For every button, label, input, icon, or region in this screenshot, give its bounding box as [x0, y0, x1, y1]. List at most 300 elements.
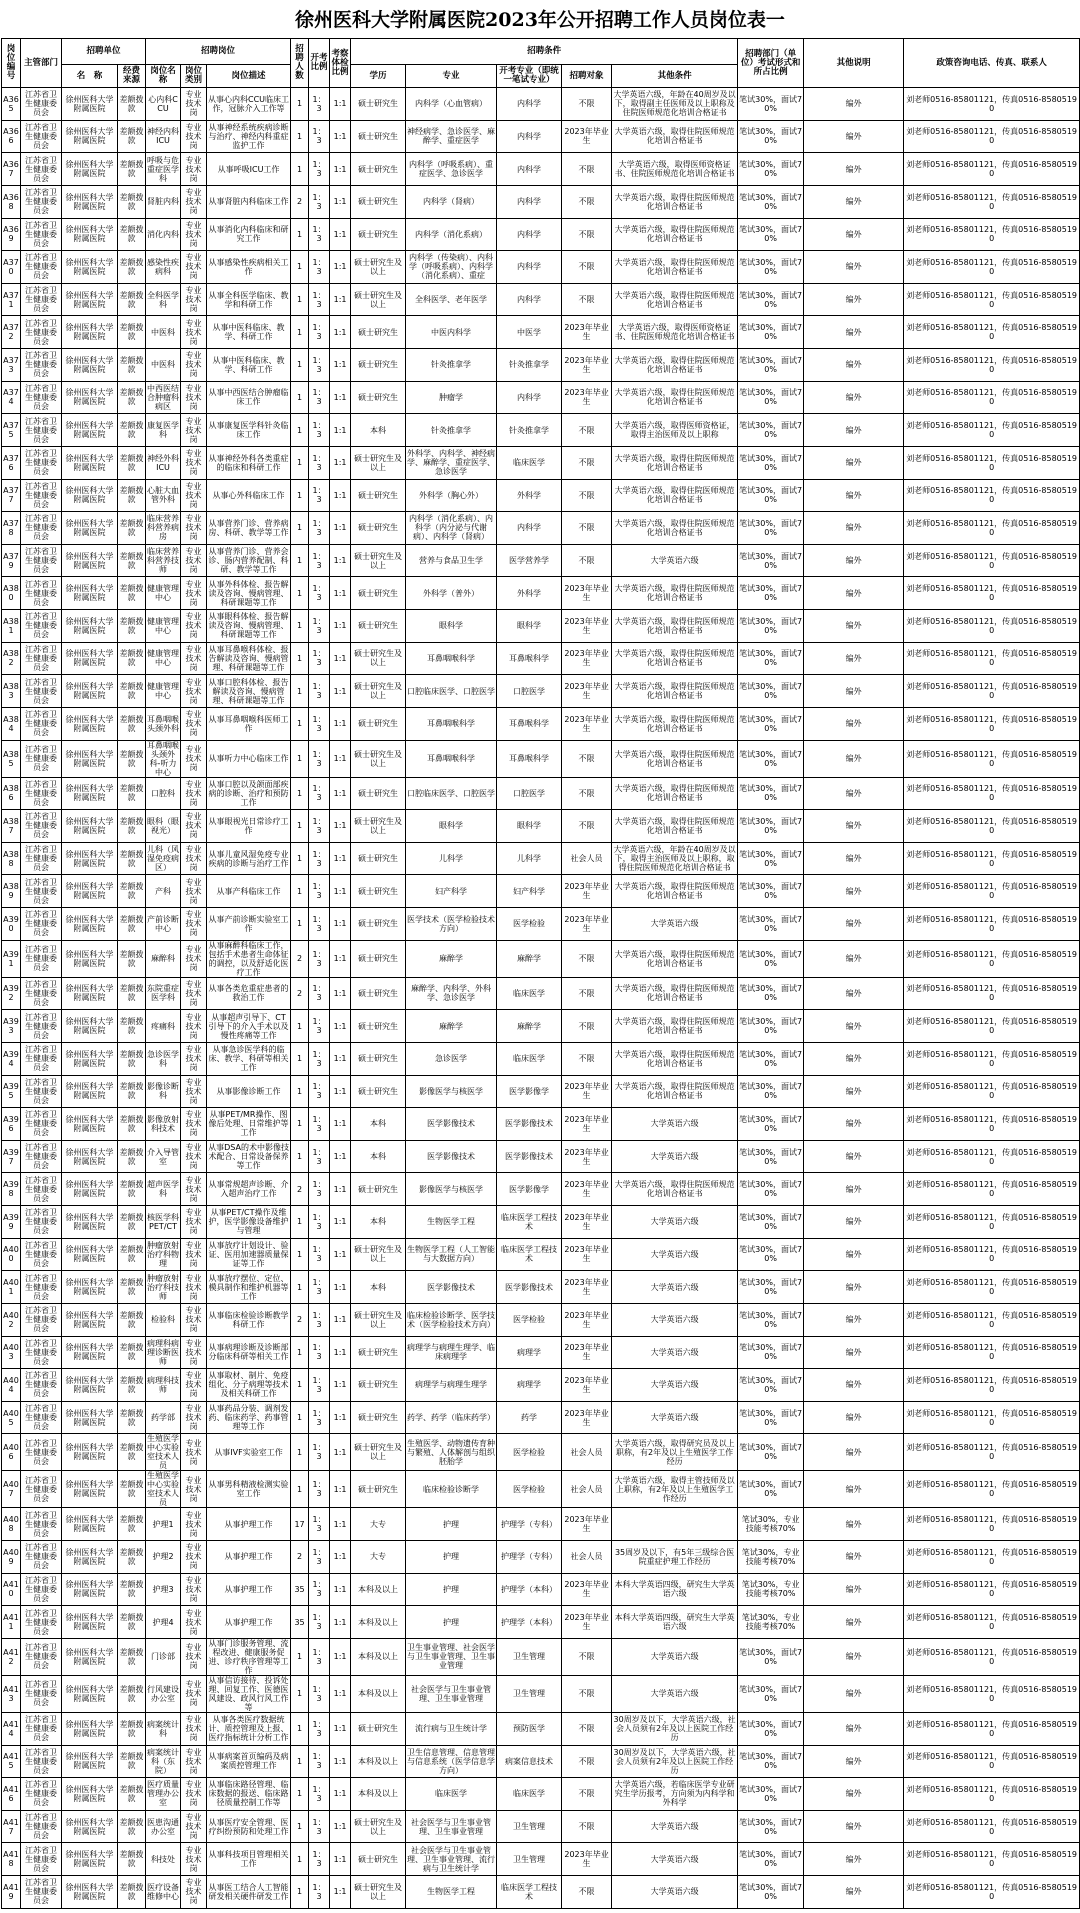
table-row [2, 1434, 1080, 1471]
cell-contact: 刘老师0516-85801121，传真0516-85805190 [904, 740, 1080, 777]
cell-edu: 硕士研究生 [351, 88, 406, 121]
cell-note: 编外 [804, 283, 904, 316]
cell-desc: 从事门诊服务管理、流程改进、健康服务促进、诊疗秩序管理等工作 [207, 1638, 291, 1675]
cell-other: 大学英语六级，取得住院医师规范化培训合格证书 [612, 1173, 738, 1206]
cell-desc: 从事信访接待、投诉处理、回复工作、医德医风建设、政风行风工作等 [207, 1675, 291, 1712]
cell-exam-major: 临床医学 [497, 977, 562, 1010]
cell-count: 35 [291, 1606, 309, 1639]
cell-desc: 从事全科医学临床、教学和科研工作 [207, 283, 291, 316]
cell-desc: 从事临床检验诊断教学科研工作 [207, 1303, 291, 1336]
cell-code: A407 [2, 1471, 21, 1508]
cell-exam-major: 耳鼻喉科学 [497, 642, 562, 675]
cell-ratio2: 1:1 [330, 1638, 351, 1675]
table-row [2, 1508, 1080, 1541]
cell-code: A394 [2, 1042, 21, 1075]
cell-type: 专业技术岗 [181, 1434, 207, 1471]
cell-edu: 本科及以上 [351, 1745, 406, 1778]
cell-target: 2023年毕业生 [562, 1508, 612, 1541]
cell-desc: 从事护理工作 [207, 1606, 291, 1639]
cell-edu: 硕士研究生及以上 [351, 642, 406, 675]
cell-exam: 笔试30%，专业技能考核70% [738, 1573, 804, 1606]
cell-type: 专业技术岗 [181, 446, 207, 479]
cell-target: 不限 [562, 1778, 612, 1811]
cell-unit: 徐州医科大学附属医院 [62, 1810, 118, 1843]
cell-ratio2: 1:1 [330, 88, 351, 121]
cell-major: 中医内科学 [406, 316, 497, 349]
cell-ratio2: 1:1 [330, 1238, 351, 1271]
cell-target: 不限 [562, 740, 612, 777]
cell-dept: 江苏省卫生健康委员会 [21, 1206, 62, 1239]
cell-note: 编外 [804, 1508, 904, 1541]
cell-exam-major: 临床医学工程技术 [497, 1206, 562, 1239]
cell-ratio: 1：3 [309, 1471, 330, 1508]
header-note: 其他说明 [804, 39, 904, 88]
cell-ratio: 1：3 [309, 577, 330, 610]
cell-code: A419 [2, 1876, 21, 1909]
cell-count: 1 [291, 1108, 309, 1141]
cell-exam: 笔试30%，面试70% [738, 251, 804, 284]
cell-fund: 差额拨款 [118, 316, 146, 349]
cell-major: 肿瘤学 [406, 381, 497, 414]
cell-major: 内科学（消化系病） [406, 218, 497, 251]
cell-unit: 徐州医科大学附属医院 [62, 1238, 118, 1271]
cell-edu: 硕士研究生 [351, 1336, 406, 1369]
cell-count: 2 [291, 1303, 309, 1336]
cell-code: A397 [2, 1140, 21, 1173]
cell-type: 专业技术岗 [181, 577, 207, 610]
cell-other: 大学英语六级，取得住院医师规范化培训合格证书 [612, 218, 738, 251]
table-row [2, 1206, 1080, 1239]
cell-post: 病案统计科 [146, 1712, 181, 1745]
cell-code: A416 [2, 1778, 21, 1811]
cell-exam-major: 病案信息技术 [497, 1745, 562, 1778]
cell-major: 生殖医学、动物遗传育种与繁殖、人体解剖与组织胚胎学 [406, 1434, 497, 1471]
cell-target: 2023年毕业生 [562, 1238, 612, 1271]
cell-fund: 差额拨款 [118, 512, 146, 545]
cell-desc: 从事病案首页编码及病案质控管理工作 [207, 1745, 291, 1778]
cell-exam-major: 医学检验 [497, 1434, 562, 1471]
cell-unit: 徐州医科大学附属医院 [62, 675, 118, 708]
cell-ratio: 1：3 [309, 1401, 330, 1434]
cell-other: 大学英语六级，取得住院医师规范化培训合格证书 [612, 1042, 738, 1075]
cell-contact: 刘老师0516-85801121，传真0516-85805190 [904, 1108, 1080, 1141]
cell-type: 专业技术岗 [181, 1471, 207, 1508]
cell-type: 专业技术岗 [181, 251, 207, 284]
cell-desc: 从事神经系统疾病诊断与治疗、神经内科重症监护工作 [207, 120, 291, 153]
cell-ratio: 1：3 [309, 1303, 330, 1336]
cell-major: 影像医学与核医学 [406, 1075, 497, 1108]
cell-exam-major: 中医学 [497, 316, 562, 349]
cell-desc: 从事感染性疾病相关工作 [207, 251, 291, 284]
cell-unit: 徐州医科大学附属医院 [62, 740, 118, 777]
cell-post: 神经内科ICU [146, 120, 181, 153]
cell-dept: 江苏省卫生健康委员会 [21, 908, 62, 941]
cell-contact: 刘老师0516-85801121，传真0516-85805190 [904, 1778, 1080, 1811]
cell-ratio2: 1:1 [330, 1434, 351, 1471]
cell-exam: 笔试30%，面试70% [738, 153, 804, 186]
cell-other: 30周岁及以下，大学英语六级，社会人员须有2年及以上医院工作经历 [612, 1712, 738, 1745]
cell-exam: 笔试30%，面试70% [738, 1042, 804, 1075]
cell-fund: 差额拨款 [118, 479, 146, 512]
cell-type: 专业技术岗 [181, 1876, 207, 1909]
cell-post: 病理科病理诊断医师 [146, 1336, 181, 1369]
cell-note: 编外 [804, 512, 904, 545]
cell-fund: 差额拨款 [118, 218, 146, 251]
cell-note: 编外 [804, 610, 904, 643]
cell-type: 专业技术岗 [181, 414, 207, 447]
cell-dept: 江苏省卫生健康委员会 [21, 251, 62, 284]
cell-ratio2: 1:1 [330, 1271, 351, 1304]
cell-code: A381 [2, 610, 21, 643]
cell-post: 眼科（眼视光） [146, 810, 181, 843]
cell-ratio2: 1:1 [330, 512, 351, 545]
cell-exam: 笔试30%，面试70% [738, 88, 804, 121]
cell-type: 专业技术岗 [181, 1075, 207, 1108]
table-row [2, 707, 1080, 740]
cell-post: 护理3 [146, 1573, 181, 1606]
cell-code: A390 [2, 908, 21, 941]
cell-contact: 刘老师0516-85801121，传真0516-85805190 [904, 283, 1080, 316]
cell-dept: 江苏省卫生健康委员会 [21, 777, 62, 810]
cell-post: 口腔科 [146, 777, 181, 810]
cell-note: 编外 [804, 1206, 904, 1239]
cell-dept: 江苏省卫生健康委员会 [21, 153, 62, 186]
cell-count: 1 [291, 120, 309, 153]
cell-note: 编外 [804, 446, 904, 479]
cell-target: 不限 [562, 446, 612, 479]
cell-exam: 笔试30%，面试70% [738, 1745, 804, 1778]
cell-exam: 笔试30%，面试70% [738, 1140, 804, 1173]
cell-code: A370 [2, 251, 21, 284]
cell-unit: 徐州医科大学附属医院 [62, 1010, 118, 1043]
cell-note: 编外 [804, 1010, 904, 1043]
cell-exam-major: 护理学（本科） [497, 1573, 562, 1606]
cell-ratio2: 1:1 [330, 381, 351, 414]
cell-code: A410 [2, 1573, 21, 1606]
cell-ratio: 1：3 [309, 1573, 330, 1606]
cell-other: 大学英语六级，取得住院医师规范化培训合格证书 [612, 251, 738, 284]
cell-major: 针灸推拿学 [406, 414, 497, 447]
cell-type: 专业技术岗 [181, 1606, 207, 1639]
cell-ratio2: 1:1 [330, 1369, 351, 1402]
cell-dept: 江苏省卫生健康委员会 [21, 1173, 62, 1206]
cell-target: 不限 [562, 512, 612, 545]
cell-other: 大学英语六级 [612, 1336, 738, 1369]
cell-ratio: 1：3 [309, 153, 330, 186]
cell-exam: 笔试30%，面试70% [738, 810, 804, 843]
cell-desc: 从事口腔以及颌面部疾病的诊断、治疗和预防工作 [207, 777, 291, 810]
cell-exam: 笔试30%，面试70% [738, 940, 804, 977]
cell-major: 针灸推拿学 [406, 349, 497, 382]
cell-fund: 差额拨款 [118, 875, 146, 908]
cell-ratio2: 1:1 [330, 577, 351, 610]
cell-exam-major: 临床医学工程技术 [497, 1238, 562, 1271]
cell-edu: 硕士研究生及以上 [351, 283, 406, 316]
cell-desc: 从事影像诊断工作 [207, 1075, 291, 1108]
cell-count: 1 [291, 512, 309, 545]
cell-count: 1 [291, 1042, 309, 1075]
cell-ratio2: 1:1 [330, 1573, 351, 1606]
cell-fund: 差额拨款 [118, 1810, 146, 1843]
cell-type: 专业技术岗 [181, 218, 207, 251]
cell-type: 专业技术岗 [181, 675, 207, 708]
cell-ratio: 1：3 [309, 218, 330, 251]
cell-code: A395 [2, 1075, 21, 1108]
cell-ratio: 1：3 [309, 544, 330, 577]
cell-desc: 从事耳鼻咽喉科医师工作 [207, 707, 291, 740]
cell-edu: 硕士研究生及以上 [351, 1810, 406, 1843]
cell-ratio: 1：3 [309, 977, 330, 1010]
cell-dept: 江苏省卫生健康委员会 [21, 1508, 62, 1541]
cell-target: 2023年毕业生 [562, 908, 612, 941]
cell-edu: 硕士研究生及以上 [351, 1434, 406, 1471]
cell-exam-major: 内科学 [497, 218, 562, 251]
header-ratio: 开考比例 [309, 39, 330, 88]
cell-contact: 刘老师0516-85801121，传真0516-85805190 [904, 446, 1080, 479]
cell-dept: 江苏省卫生健康委员会 [21, 610, 62, 643]
cell-dept: 江苏省卫生健康委员会 [21, 1606, 62, 1639]
cell-post: 心内科CCU [146, 88, 181, 121]
cell-unit: 徐州医科大学附属医院 [62, 1745, 118, 1778]
cell-desc: 从事护理工作 [207, 1573, 291, 1606]
cell-fund: 差额拨款 [118, 842, 146, 875]
cell-ratio2: 1:1 [330, 1010, 351, 1043]
cell-count: 1 [291, 1745, 309, 1778]
cell-exam-major: 医学影像技术 [497, 1140, 562, 1173]
cell-other: 大学英语六级 [612, 1206, 738, 1239]
cell-other: 大学英语六级，取得住院医师规范化培训合格证书 [612, 777, 738, 810]
cell-exam-major: 麻醉学 [497, 940, 562, 977]
cell-other: 大学英语六级，取得主管技师及以上职称，有2年及以上生殖医学工作经历 [612, 1471, 738, 1508]
cell-major: 耳鼻咽喉科学 [406, 707, 497, 740]
cell-exam-major: 眼科学 [497, 610, 562, 643]
cell-ratio: 1：3 [309, 1271, 330, 1304]
cell-exam: 笔试30%，面试70% [738, 875, 804, 908]
cell-desc: 从事儿童风湿免疫专业疾病的诊断与治疗工作 [207, 842, 291, 875]
cell-unit: 徐州医科大学附属医院 [62, 810, 118, 843]
cell-exam-major: 病理学 [497, 1369, 562, 1402]
cell-ratio2: 1:1 [330, 1675, 351, 1712]
cell-note: 编外 [804, 1336, 904, 1369]
cell-contact: 刘老师0516-85801121，传真0516-85805190 [904, 1042, 1080, 1075]
cell-ratio2: 1:1 [330, 642, 351, 675]
cell-exam: 笔试30%，面试70% [738, 1675, 804, 1712]
cell-dept: 江苏省卫生健康委员会 [21, 940, 62, 977]
cell-count: 1 [291, 1336, 309, 1369]
cell-ratio: 1：3 [309, 1336, 330, 1369]
cell-other: 大学英语六级，取得住院医师规范化培训合格证书 [612, 740, 738, 777]
cell-ratio2: 1:1 [330, 675, 351, 708]
cell-fund: 差额拨款 [118, 1876, 146, 1909]
cell-post: 神经外科ICU [146, 446, 181, 479]
table-row [2, 218, 1080, 251]
cell-target: 2023年毕业生 [562, 381, 612, 414]
cell-target: 2023年毕业生 [562, 1271, 612, 1304]
cell-contact: 刘老师0516-85801121，传真0516-85805190 [904, 1810, 1080, 1843]
cell-ratio2: 1:1 [330, 316, 351, 349]
cell-contact: 刘老师0516-85801121，传真0516-85805190 [904, 218, 1080, 251]
cell-count: 1 [291, 908, 309, 941]
cell-exam-major: 外科学 [497, 479, 562, 512]
cell-exam: 笔试30%，面试70% [738, 675, 804, 708]
cell-exam-major: 针灸推拿学 [497, 349, 562, 382]
cell-ratio2: 1:1 [330, 977, 351, 1010]
cell-unit: 徐州医科大学附属医院 [62, 1271, 118, 1304]
cell-unit: 徐州医科大学附属医院 [62, 1778, 118, 1811]
cell-ratio2: 1:1 [330, 1075, 351, 1108]
cell-target: 不限 [562, 251, 612, 284]
cell-edu: 硕士研究生 [351, 185, 406, 218]
cell-ratio2: 1:1 [330, 777, 351, 810]
cell-exam-major: 麻醉学 [497, 1010, 562, 1043]
cell-code: A368 [2, 185, 21, 218]
cell-post: 呼吸与危重症医学科 [146, 153, 181, 186]
cell-other: 大学英语六级，取得住院医师规范化培训合格证书 [612, 120, 738, 153]
cell-major: 护理 [406, 1541, 497, 1574]
cell-desc: 从事营养门诊、营养会诊、肠内营养配制、科研、教学等工作 [207, 544, 291, 577]
cell-dept: 江苏省卫生健康委员会 [21, 88, 62, 121]
cell-major: 耳鼻咽喉科学 [406, 740, 497, 777]
table-row [2, 940, 1080, 977]
cell-type: 专业技术岗 [181, 1745, 207, 1778]
cell-fund: 差额拨款 [118, 153, 146, 186]
cell-contact: 刘老师0516-85801121，传真0516-85805190 [904, 381, 1080, 414]
cell-type: 专业技术岗 [181, 707, 207, 740]
cell-dept: 江苏省卫生健康委员会 [21, 1471, 62, 1508]
cell-exam-major: 临床医学工程技术 [497, 1876, 562, 1909]
cell-fund: 差额拨款 [118, 1745, 146, 1778]
cell-note: 编外 [804, 740, 904, 777]
cell-exam-major: 卫生管理 [497, 1638, 562, 1675]
cell-other: 30周岁及以下，大学英语六级，社会人员须有2年及以上医院工作经历 [612, 1745, 738, 1778]
cell-count: 1 [291, 283, 309, 316]
cell-note: 编外 [804, 1140, 904, 1173]
cell-unit: 徐州医科大学附属医院 [62, 1173, 118, 1206]
cell-major: 药学、药学（临床药学） [406, 1401, 497, 1434]
cell-major: 临床医学 [406, 1778, 497, 1811]
cell-desc: 从事呼吸ICU工作 [207, 153, 291, 186]
cell-contact: 刘老师0516-85801121，传真0516-85805190 [904, 512, 1080, 545]
table-row [2, 544, 1080, 577]
table-row [2, 1843, 1080, 1876]
cell-desc: 从事消化内科临床和研究工作 [207, 218, 291, 251]
cell-count: 1 [291, 1075, 309, 1108]
table-row [2, 1010, 1080, 1043]
cell-other: 大学英语六级 [612, 1238, 738, 1271]
cell-contact: 刘老师0516-85801121，传真0516-85805190 [904, 1271, 1080, 1304]
cell-unit: 徐州医科大学附属医院 [62, 1876, 118, 1909]
cell-ratio: 1：3 [309, 1075, 330, 1108]
cell-fund: 差额拨款 [118, 1606, 146, 1639]
cell-edu: 硕士研究生 [351, 610, 406, 643]
cell-post: 门诊部 [146, 1638, 181, 1675]
cell-fund: 差额拨款 [118, 88, 146, 121]
cell-code: A386 [2, 777, 21, 810]
cell-unit: 徐州医科大学附属医院 [62, 577, 118, 610]
header-post-type: 岗位类别 [181, 65, 207, 88]
cell-unit: 徐州医科大学附属医院 [62, 940, 118, 977]
table-row [2, 251, 1080, 284]
cell-edu: 硕士研究生 [351, 1010, 406, 1043]
cell-target: 2023年毕业生 [562, 675, 612, 708]
cell-note: 编外 [804, 1810, 904, 1843]
cell-note: 编外 [804, 777, 904, 810]
cell-target: 不限 [562, 414, 612, 447]
cell-fund: 差额拨款 [118, 1778, 146, 1811]
cell-other: 大学英语六级，年龄在40周岁及以下，取得主治医师及以上职称，取得住院医师规范化培训合格证书 [612, 842, 738, 875]
header-post-desc: 岗位描述 [207, 65, 291, 88]
cell-exam-major: 儿科学 [497, 842, 562, 875]
cell-post: 全科医学科 [146, 283, 181, 316]
cell-edu: 本科及以上 [351, 1606, 406, 1639]
cell-major: 神经病学、急诊医学、麻醉学、重症医学 [406, 120, 497, 153]
cell-exam: 笔试30%，面试70% [738, 381, 804, 414]
cell-note: 编外 [804, 1401, 904, 1434]
cell-code: A405 [2, 1401, 21, 1434]
cell-post: 儿科（风湿免疫病区） [146, 842, 181, 875]
cell-edu: 本科及以上 [351, 1638, 406, 1675]
cell-ratio2: 1:1 [330, 1471, 351, 1508]
cell-fund: 差额拨款 [118, 1075, 146, 1108]
cell-ratio2: 1:1 [330, 740, 351, 777]
cell-edu: 硕士研究生及以上 [351, 446, 406, 479]
cell-note: 编外 [804, 88, 904, 121]
cell-note: 编外 [804, 1843, 904, 1876]
cell-exam-major: 内科学 [497, 381, 562, 414]
cell-desc: 从事中医科临床、教学、科研工作 [207, 316, 291, 349]
cell-count: 1 [291, 1434, 309, 1471]
cell-edu: 本科 [351, 1206, 406, 1239]
cell-ratio: 1：3 [309, 1010, 330, 1043]
cell-edu: 硕士研究生 [351, 977, 406, 1010]
cell-exam: 笔试30%，面试70% [738, 1876, 804, 1909]
cell-target: 不限 [562, 185, 612, 218]
cell-desc: 从事中医科临床、教学、科研工作 [207, 349, 291, 382]
cell-note: 编外 [804, 251, 904, 284]
cell-count: 1 [291, 1206, 309, 1239]
table-row [2, 1140, 1080, 1173]
cell-dept: 江苏省卫生健康委员会 [21, 1401, 62, 1434]
cell-other: 大学英语六级，取得住院医师规范化培训合格证书 [612, 707, 738, 740]
table-row [2, 1876, 1080, 1909]
cell-edu: 硕士研究生 [351, 1712, 406, 1745]
cell-major: 社会医学与卫生事业管理、卫生事业管理 [406, 1810, 497, 1843]
cell-post: 药学部 [146, 1401, 181, 1434]
cell-major: 生物医学工程 [406, 1876, 497, 1909]
cell-code: A412 [2, 1638, 21, 1675]
cell-target: 社会人员 [562, 842, 612, 875]
cell-ratio2: 1:1 [330, 610, 351, 643]
cell-ratio2: 1:1 [330, 1541, 351, 1574]
cell-major: 眼科学 [406, 610, 497, 643]
table-row [2, 1238, 1080, 1271]
cell-major: 妇产科学 [406, 875, 497, 908]
cell-unit: 徐州医科大学附属医院 [62, 185, 118, 218]
cell-count: 1 [291, 1778, 309, 1811]
table-row [2, 777, 1080, 810]
cell-edu: 本科及以上 [351, 1675, 406, 1712]
cell-type: 专业技术岗 [181, 1271, 207, 1304]
cell-type: 专业技术岗 [181, 316, 207, 349]
cell-target: 社会人员 [562, 1541, 612, 1574]
header-code: 岗位编号 [2, 39, 21, 88]
cell-fund: 差额拨款 [118, 1638, 146, 1675]
cell-exam: 笔试30%，面试70% [738, 1303, 804, 1336]
cell-other: 大学英语六级，取得住院医师规范化培训合格证书 [612, 940, 738, 977]
cell-target: 不限 [562, 977, 612, 1010]
cell-note: 编外 [804, 414, 904, 447]
cell-code: A411 [2, 1606, 21, 1639]
